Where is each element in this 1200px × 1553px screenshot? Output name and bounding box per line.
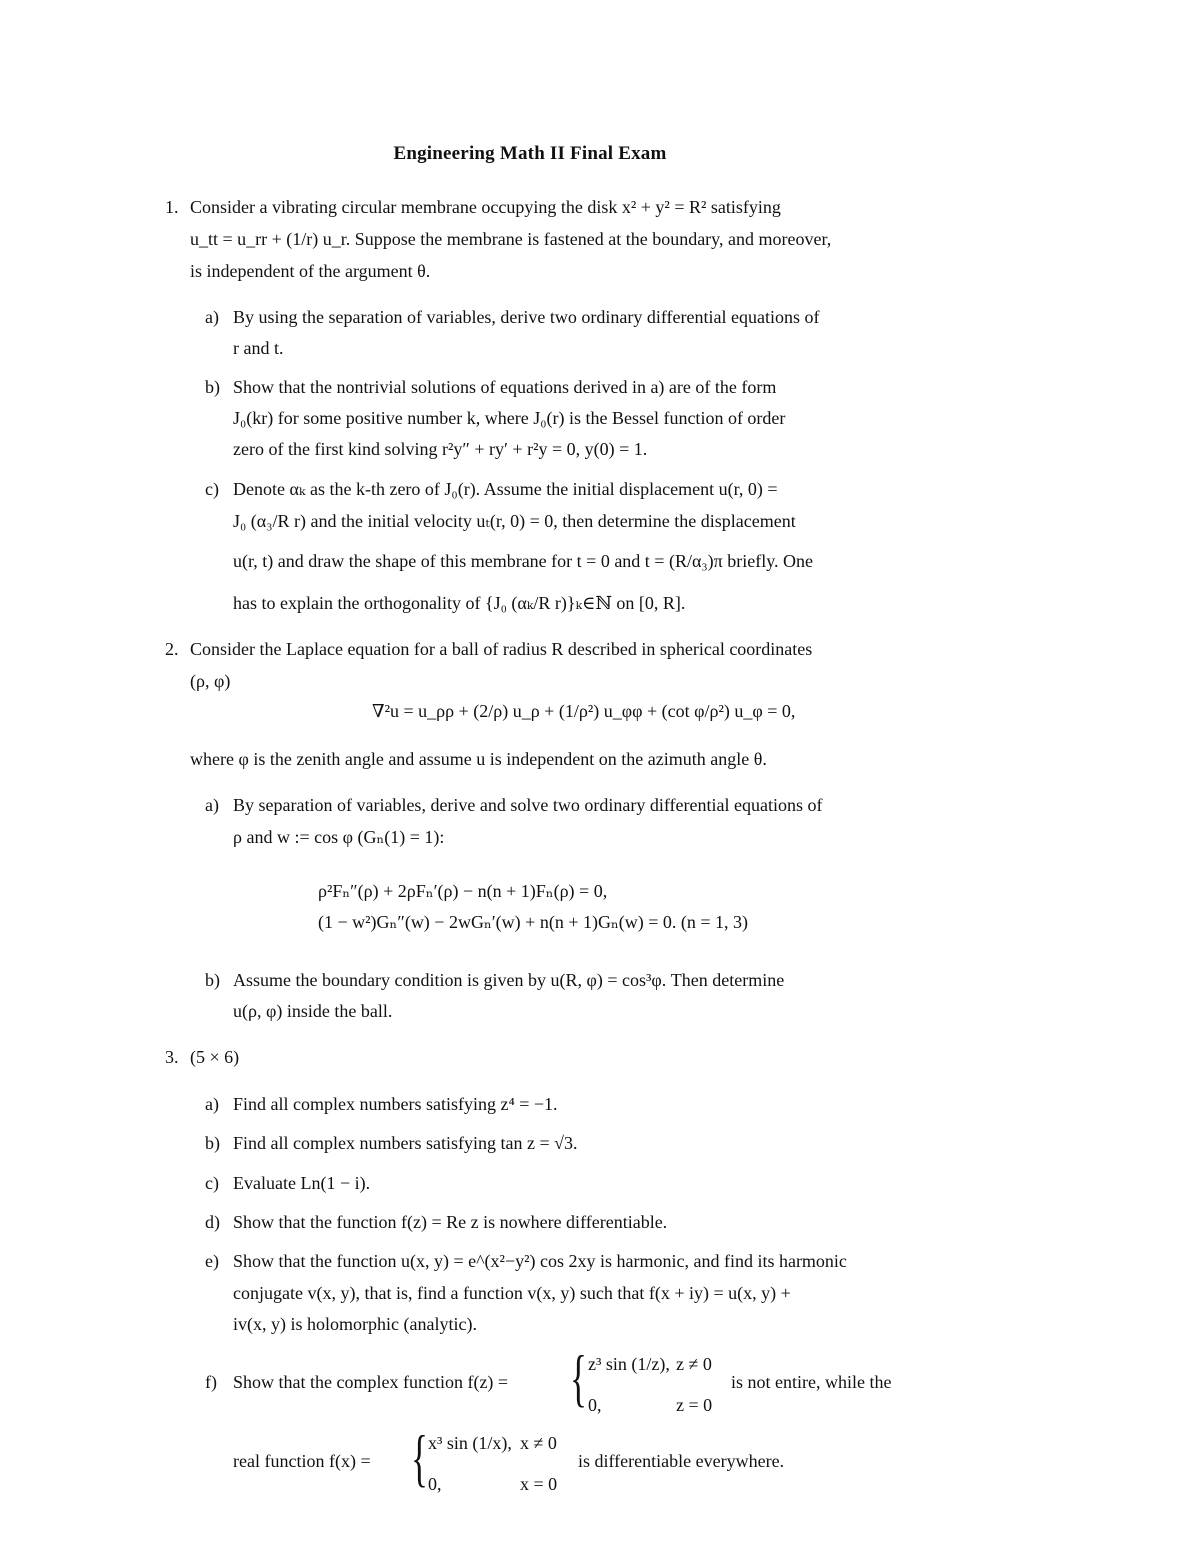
- page-title: Engineering Math II Final Exam: [393, 143, 667, 164]
- problem-3f-label: f): [205, 1372, 217, 1392]
- problem-3d-label: d): [205, 1212, 220, 1232]
- problem-3e-line-3: iv(x, y) is holomorphic (analytic).: [233, 1314, 477, 1334]
- problem-3e-line-2: conjugate v(x, y), that is, find a function v(x, y) such that f(x + iy) = u(x, y) +: [233, 1283, 791, 1303]
- problem-1c-line-4: has to explain the orthogonality of {J₀ (αₖ/R r)}ₖ∈ℕ on [0, R].: [233, 593, 686, 613]
- cases-brace-z: {: [570, 1342, 587, 1413]
- case-z-cond-1: z ≠ 0: [676, 1354, 712, 1374]
- problem-2-line-1: Consider the Laplace equation for a ball of radius R described in spherical coordinates: [190, 639, 813, 659]
- problem-1c-line-2: J₀ (α₃/R r) and the initial velocity uₜ(r, 0) = 0, then determine the displacement: [233, 511, 796, 531]
- problem-3-number: 3.: [165, 1047, 179, 1067]
- problem-1-line-1: Consider a vibrating circular membrane occupying the disk x² + y² = R² satisfying: [190, 197, 781, 217]
- problem-2-number: 2.: [165, 639, 179, 659]
- case-z-expr-1: z³ sin (1/z),: [588, 1354, 670, 1374]
- problem-1b-line-3: zero of the first kind solving r²y″ + ry′ + r²y = 0, y(0) = 1.: [233, 439, 648, 459]
- problem-3f-line-4: is differentiable everywhere.: [578, 1451, 785, 1471]
- problem-3b-line-1: Find all complex numbers satisfying tan z = √3.: [233, 1133, 578, 1153]
- problem-2a-label: a): [205, 795, 219, 815]
- problem-3f-line-3: real function f(x) =: [233, 1451, 371, 1471]
- case-x-expr-1: x³ sin (1/x),: [428, 1433, 512, 1453]
- problem-3a-line-1: Find all complex numbers satisfying z⁴ = −1.: [233, 1094, 558, 1114]
- problem-1a-line-2: r and t.: [233, 338, 284, 358]
- problem-3f-line-1: Show that the complex function f(z) =: [233, 1372, 509, 1392]
- problem-2b-line-2: u(ρ, φ) inside the ball.: [233, 1001, 393, 1021]
- problem-1-number: 1.: [165, 197, 179, 217]
- problem-3b-label: b): [205, 1133, 220, 1153]
- problem-1b-line-1: Show that the nontrivial solutions of equations derived in a) are of the form: [233, 377, 777, 397]
- problem-1-line-3: is independent of the argument θ.: [190, 261, 431, 281]
- problem-3-line-1: (5 × 6): [190, 1047, 240, 1067]
- problem-2b-line-1: Assume the boundary condition is given by u(R, φ) = cos³φ. Then determine: [233, 970, 785, 990]
- problem-1a-label: a): [205, 307, 219, 327]
- problem-1c-label: c): [205, 479, 219, 499]
- problem-2b-label: b): [205, 970, 220, 990]
- problem-2-equation: ∇²u = u_ρρ + (2/ρ) u_ρ + (1/ρ²) u_φφ + (cot φ/ρ²) u_φ = 0,: [372, 701, 796, 721]
- problem-3e-line-1: Show that the function u(x, y) = e^(x²−y²) cos 2xy is harmonic, and find its harmonic: [233, 1251, 847, 1271]
- problem-2a-line-1: By separation of variables, derive and solve two ordinary differential equations of: [233, 795, 823, 815]
- case-z-expr-2: 0,: [588, 1395, 602, 1415]
- case-x-expr-2: 0,: [428, 1474, 442, 1494]
- problem-2a-equation-2: (1 − w²)Gₙ″(w) − 2wGₙ′(w) + n(n + 1)Gₙ(w) = 0. (n = 1, 3): [318, 912, 749, 932]
- problem-3c-line-1: Evaluate Ln(1 − i).: [233, 1173, 371, 1193]
- problem-2a-line-2: ρ and w := cos φ (Gₙ(1) = 1):: [233, 827, 445, 847]
- problem-1c-line-3: u(r, t) and draw the shape of this membrane for t = 0 and t = (R/α₃)π briefly. One: [233, 551, 814, 571]
- problem-1-line-2: u_tt = u_rr + (1/r) u_r. Suppose the membrane is fastened at the boundary, and moreover,: [190, 229, 832, 249]
- cases-brace-x: {: [411, 1422, 428, 1493]
- problem-2a-equation-1: ρ²Fₙ″(ρ) + 2ρFₙ′(ρ) − n(n + 1)Fₙ(ρ) = 0,: [318, 881, 608, 901]
- case-z-cond-2: z = 0: [676, 1395, 713, 1415]
- problem-3a-label: a): [205, 1094, 219, 1114]
- case-x-cond-2: x = 0: [520, 1474, 558, 1494]
- problem-3f-line-2: is not entire, while the: [731, 1372, 892, 1392]
- problem-1c-line-1: Denote αₖ as the k-th zero of J₀(r). Assume the initial displacement u(r, 0) =: [233, 479, 778, 499]
- problem-2-after: where φ is the zenith angle and assume u is independent on the azimuth angle θ.: [190, 749, 767, 769]
- problem-1b-label: b): [205, 377, 220, 397]
- problem-3d-line-1: Show that the function f(z) = Re z is nowhere differentiable.: [233, 1212, 668, 1232]
- case-x-cond-1: x ≠ 0: [520, 1433, 557, 1453]
- problem-1b-line-2: J₀(kr) for some positive number k, where J₀(r) is the Bessel function of order: [233, 408, 786, 428]
- problem-1a-line-1: By using the separation of variables, derive two ordinary differential equations of: [233, 307, 820, 327]
- problem-2-line-2: (ρ, φ): [190, 671, 231, 691]
- problem-3e-label: e): [205, 1251, 219, 1271]
- problem-3c-label: c): [205, 1173, 219, 1193]
